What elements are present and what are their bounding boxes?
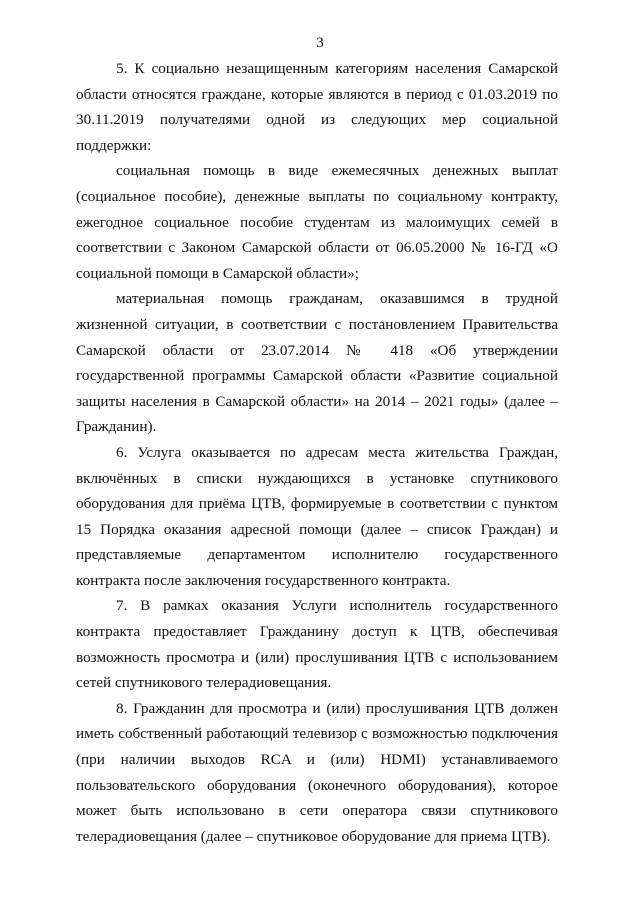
paragraph-7: 7. В рамках оказания Услуги исполнитель государственного контракта предоставляет Гражданину доступ к ЦТВ, обеспечивая возможность просмотра и (или) прослушивания ЦТВ с использованием сетей спутникового телерадиовещания. (76, 597, 558, 692)
paragraph-material-assistance: материальная помощь гражданам, оказавшимся в трудной жизненной ситуации, в соответствии с постановлением Правительства Самарской области от 23.07.2014 № 418 «Об утверждении государственной программы Самарской области «Развитие социальной защиты населения в Самарской области» на 2014 – 2021 годы» (далее – Гражданин). (76, 290, 558, 436)
page-number: 3 (316, 35, 324, 51)
paragraph-social-assistance: социальная помощь в виде ежемесячных денежных выплат (социальное пособие), денежные выплаты по социальному контракту, ежегодное социальное пособие студентам из малоимущих семей в соответствии с Законом Самарской области от 06.05.2000 № 16-ГД «О социальной помощи в Самарской области»; (76, 162, 558, 282)
paragraph-6: 6. Услуга оказывается по адресам места жительства Граждан, включённых в списки нуждающихся в установке спутникового оборудования для приёма ЦТВ, формируемые в соответствии с пунктом 15 Порядка оказания адресной помощи (далее – список Граждан) и представляемые департаментом исполнителю государственного контракта после заключения государственного контракта. (76, 443, 558, 589)
paragraph-5: 5. К социально незащищенным категориям населения Самарской области относятся граждане, которые являются в период с 01.03.2019 по 30.11.2019 получателями одной из следующих мер социальной поддержки: (76, 60, 558, 154)
paragraph-8: 8. Гражданин для просмотра и (или) прослушивания ЦТВ должен иметь собственный работающий телевизор с возможностью подключения (при наличии выходов RCA и (или) HDMI) устанавливаемого пользовательского оборудования (оконечного оборудования), которое может быть использовано в сети оператора связи спутникового телерадиовещания (далее – спутниковое оборудование для приема ЦТВ). (76, 699, 558, 845)
document-body (76, 56, 558, 849)
